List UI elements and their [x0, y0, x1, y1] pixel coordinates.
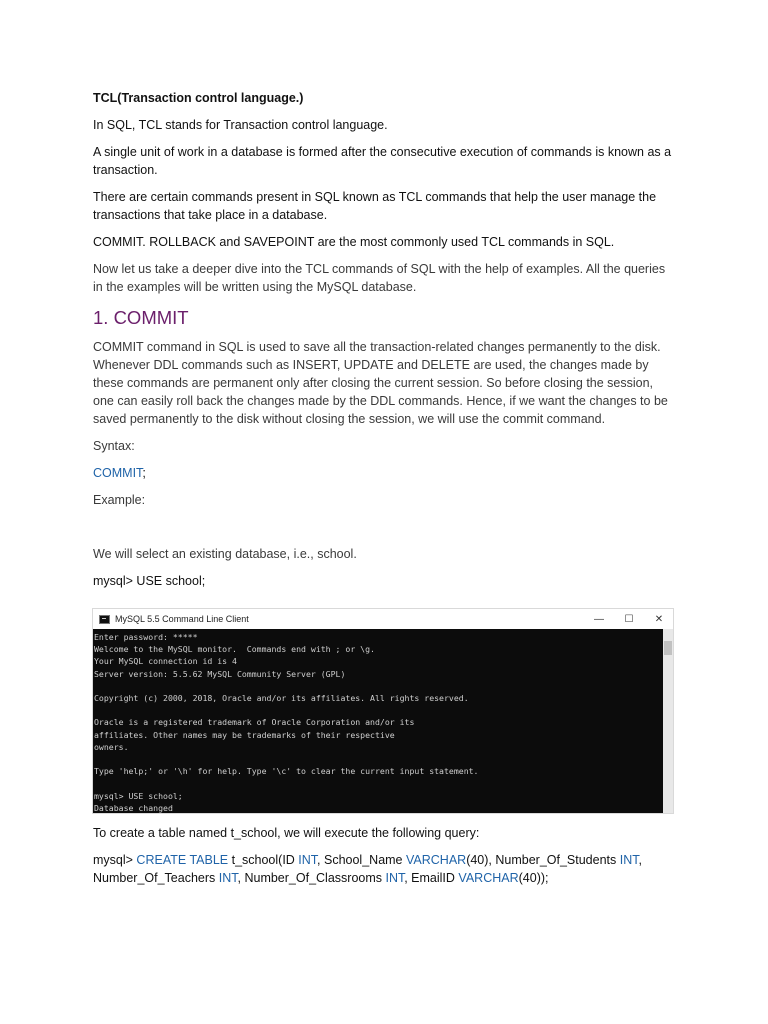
query-keyword: INT — [619, 853, 639, 867]
query-text: (40)); — [518, 871, 549, 885]
terminal-screenshot — [92, 608, 674, 814]
paragraph-select-database: We will select an existing database, i.e., school. — [93, 547, 357, 561]
query-text: , Number_Of_Classrooms — [237, 871, 386, 885]
paragraph-tcl-definition: In SQL, TCL stands for Transaction control language. — [93, 118, 388, 132]
paragraph-transaction-definition: A single unit of work in a database is formed after the consecutive execution of commands is known as a transaction. — [93, 145, 672, 177]
use-school-command: mysql> USE school; — [93, 574, 206, 588]
blank-line — [93, 509, 676, 536]
terminal-scrollbar[interactable] — [663, 629, 673, 813]
maximize-icon[interactable]: ☐ — [624, 613, 634, 625]
query-prompt: mysql> — [93, 853, 137, 867]
document-title: TCL(Transaction control language.) — [93, 91, 304, 105]
syntax-label: Syntax: — [93, 439, 135, 453]
syntax-line — [93, 464, 676, 482]
terminal-titlebar — [93, 609, 673, 629]
query-keyword: INT — [298, 853, 318, 867]
paragraph-create-table: To create a table named t_school, we will execute the following query: — [93, 826, 480, 840]
paragraph-tcl-commands: There are certain commands present in SQL known as TCL commands that help the user manage the transactions that take place in a database. — [93, 190, 657, 222]
terminal-output: Enter password: ***** Welcome to the MySQL monitor. Commands end with ; or \g. Your MySQL connection id is 4 Server version: 5.5.62 MySQL Community Server (GPL) Copyright (c) 2000, 2018, Oracle and/or its affiliates. All rights reserved. Oracle is a registered trademark of Oracle Corporation and/or its affiliates. Other names may be trademarks of their respective owners. Type 'help;' or '\h' for help. Type '\c' to clear the current input statement. mysql> USE school; Database changed — [94, 632, 479, 813]
query-text: , School_Name — [317, 853, 406, 867]
window-controls — [593, 609, 665, 629]
syntax-keyword: COMMIT — [93, 466, 143, 480]
section-heading-commit: 1. COMMIT — [93, 307, 189, 328]
console-app-icon — [99, 615, 110, 624]
query-keyword: INT — [385, 871, 405, 885]
paragraph-intro-examples: Now let us take a deeper dive into the TCL commands of SQL with the help of examples. All the queries in the examples will be written using the MySQL database. — [93, 262, 666, 294]
query-keyword: CREATE TABLE — [136, 853, 229, 867]
paragraph-commit-description: COMMIT command in SQL is used to save all the transaction-related changes permanently to the disk. Whenever DDL commands such as INSERT, UPDATE and DELETE are used, the changes made by these commands are permanent only after closing the current session. So before closing the session, one can easily roll back the changes made by the DDL commands. Hence, if we want the changes to be saved permanently to the disk without closing the session, we will use the commit command. — [93, 340, 668, 426]
paragraph-common-commands: COMMIT. ROLLBACK and SAVEPOINT are the most commonly used TCL commands in SQL. — [93, 235, 615, 249]
query-text: (40), Number_Of_Students — [466, 853, 620, 867]
query-text: t_school(ID — [228, 853, 299, 867]
query-text: , Number_Of_Teachers — [93, 853, 642, 885]
query-keyword: VARCHAR — [458, 871, 519, 885]
example-label: Example: — [93, 493, 146, 507]
query-text: , EmailID — [404, 871, 459, 885]
terminal-title: MySQL 5.5 Command Line Client — [115, 614, 249, 624]
create-table-query — [93, 851, 676, 887]
scrollbar-thumb[interactable] — [664, 641, 672, 655]
minimize-icon[interactable]: — — [594, 613, 604, 625]
query-keyword: INT — [218, 871, 238, 885]
syntax-semicolon: ; — [142, 466, 146, 480]
terminal-body — [93, 629, 673, 813]
close-icon[interactable]: ✕ — [654, 613, 664, 625]
query-keyword: VARCHAR — [405, 853, 467, 867]
